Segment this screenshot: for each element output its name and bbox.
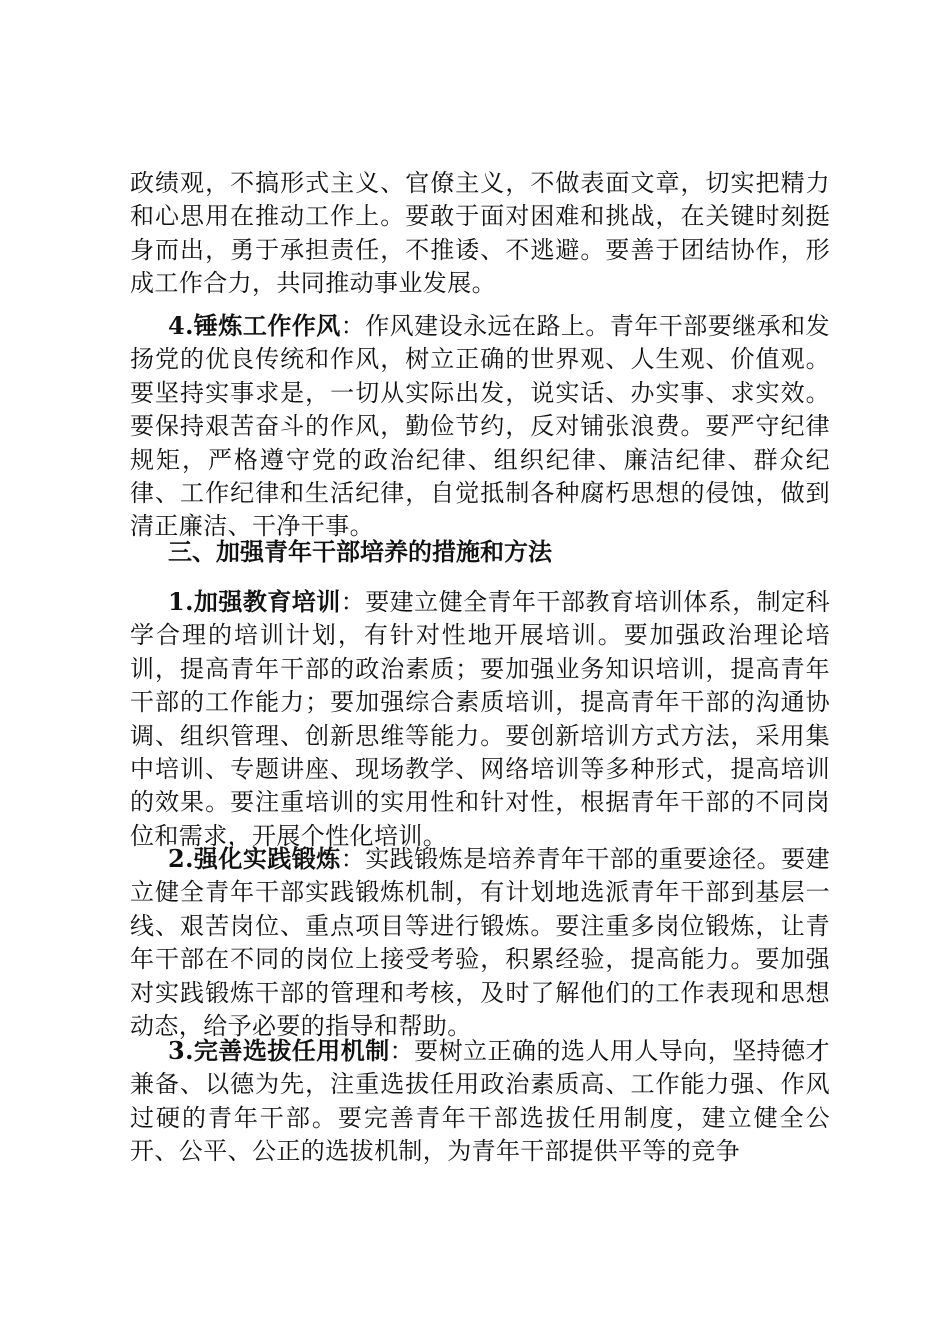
paragraph-lead: 3.完善选拔任用机制 xyxy=(168,1036,390,1065)
paragraph-education-training xyxy=(130,585,830,853)
paragraph-practice-training xyxy=(130,842,830,1043)
paragraph-lead: 2.强化实践锻炼 xyxy=(168,844,341,873)
paragraph-text: ：实践锻炼是培养青年干部的重要途径。要建立健全青年干部实践锻炼机制，有计划地选派青年干部到基层一线、艰苦岗位、重点项目等进行锻炼。要注重多岗位锻炼，让青年干部在不同的岗位上接受考验，积累经验，提高能力。要加强对实践锻炼干部的管理和考核，及时了解他们的工作表现和思想动态，给予必要的指导和帮助。 xyxy=(130,845,831,1041)
paragraph-continuation xyxy=(130,167,830,301)
paragraph-work-style xyxy=(130,309,830,544)
section-heading: 三、加强青年干部培养的措施和方法 xyxy=(168,538,552,566)
paragraph-text: ：要建立健全青年干部教育培训体系，制定科学合理的培训计划，有针对性地开展培训。要加强政治理论培训，提高青年干部的政治素质；要加强业务知识培训，提高青年干部的工作能力；要加强综合素质培训，提高青年干部的沟通协调、组织管理、创新思维等能力。要创新培训方式方法，采用集中培训、专题讲座、现场教学、网络培训等多种形式，提高培训的效果。要注重培训的实用性和针对性，根据青年干部的不同岗位和需求，开展个性化培训。 xyxy=(130,588,831,850)
paragraph-lead: 4.锤炼工作作风 xyxy=(168,311,341,340)
paragraph-text: ：要树立正确的选人用人导向，坚持德才兼备、以德为先，注重选拔任用政治素质高、工作能力强、作风过硬的青年干部。要完善青年干部选拔任用制度，建立健全公开、公平、公正的选拔机制，为青年干部提供平等的竞争 xyxy=(130,1037,830,1166)
paragraph-text: ：作风建设永远在路上。青年干部要继承和发扬党的优良传统和作风，树立正确的世界观、人生观、价值观。要坚持实事求是，一切从实际出发，说实话、办实事、求实效。要保持艰苦奋斗的作风，勤俭节约，反对铺张浪费。要严守纪律规矩，严格遵守党的政治纪律、组织纪律、廉洁纪律、群众纪律、工作纪律和生活纪律，自觉抵制各种腐朽思想的侵蚀，做到清正廉洁、干净干事。 xyxy=(130,312,831,541)
paragraph-text: 政绩观，不搞形式主义、官僚主义，不做表面文章，切实把精力和心思用在推动工作上。要敢于面对困难和挑战，在关键时刻挺身而出，勇于承担责任，不推诿、不逃避。要善于团结协作，形成工作合力，共同推动事业发展。 xyxy=(130,169,830,298)
paragraph-selection-mechanism xyxy=(130,1034,830,1169)
paragraph-lead: 1.加强教育培训 xyxy=(168,587,341,616)
